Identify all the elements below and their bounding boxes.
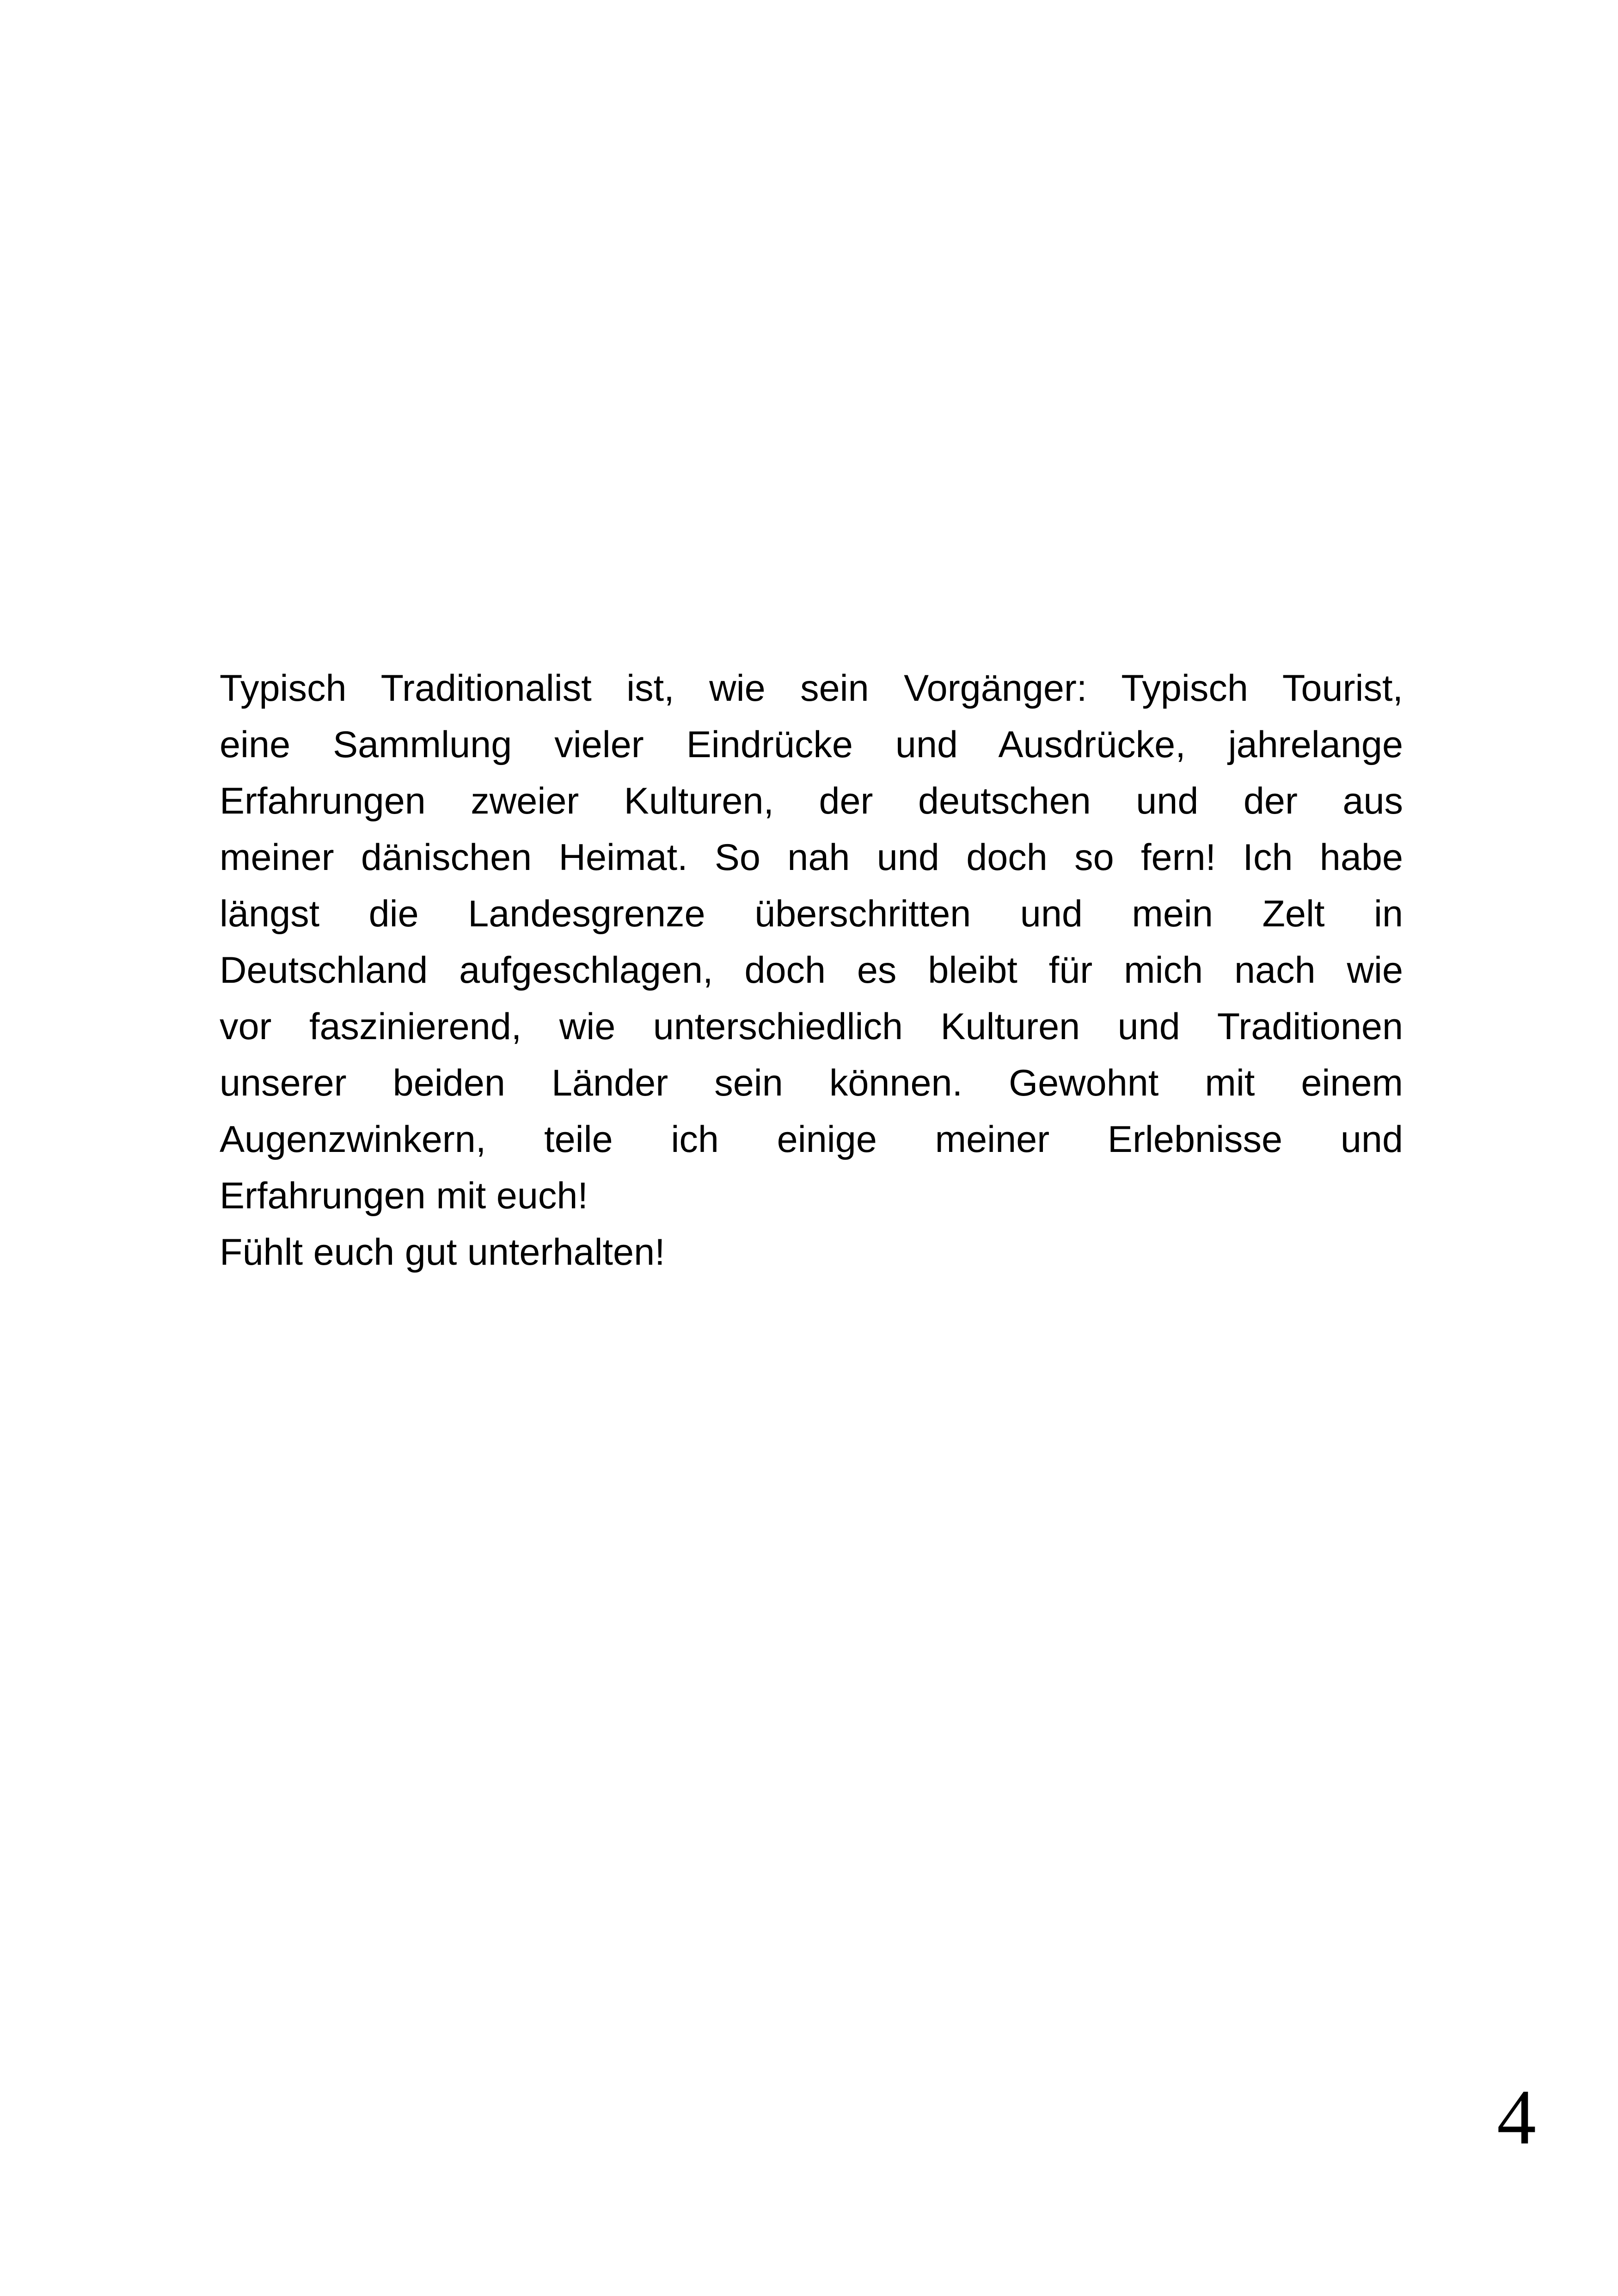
- paragraph-line: Deutschland aufgeschlagen, doch es bleibt für mich nach wie: [220, 949, 1403, 991]
- paragraph-line: Typisch Traditionalist ist, wie sein Vorgänger: Typisch Tourist,: [220, 667, 1403, 709]
- paragraph-line: vor faszinierend, wie unterschiedlich Kulturen und Traditionen: [220, 1006, 1403, 1047]
- intro-paragraph: [220, 660, 1403, 1280]
- paragraph-line: Erfahrungen zweier Kulturen, der deutschen und der aus: [220, 780, 1403, 822]
- paragraph-line: Augenzwinkern, teile ich einige meiner Erlebnisse und: [220, 1119, 1403, 1160]
- paragraph-line: längst die Landesgrenze überschritten und mein Zelt in: [220, 893, 1403, 935]
- paragraph-line: eine Sammlung vieler Eindrücke und Ausdrücke, jahrelange: [220, 724, 1403, 765]
- paragraph-line: Erfahrungen mit euch!: [220, 1175, 588, 1217]
- paragraph-line: meiner dänischen Heimat. So nah und doch so fern! Ich habe: [220, 837, 1403, 878]
- page-number: 4: [1497, 2074, 1536, 2161]
- closing-line: Fühlt euch gut unterhalten!: [220, 1231, 665, 1273]
- paragraph-line: unserer beiden Länder sein können. Gewohnt mit einem: [220, 1062, 1403, 1104]
